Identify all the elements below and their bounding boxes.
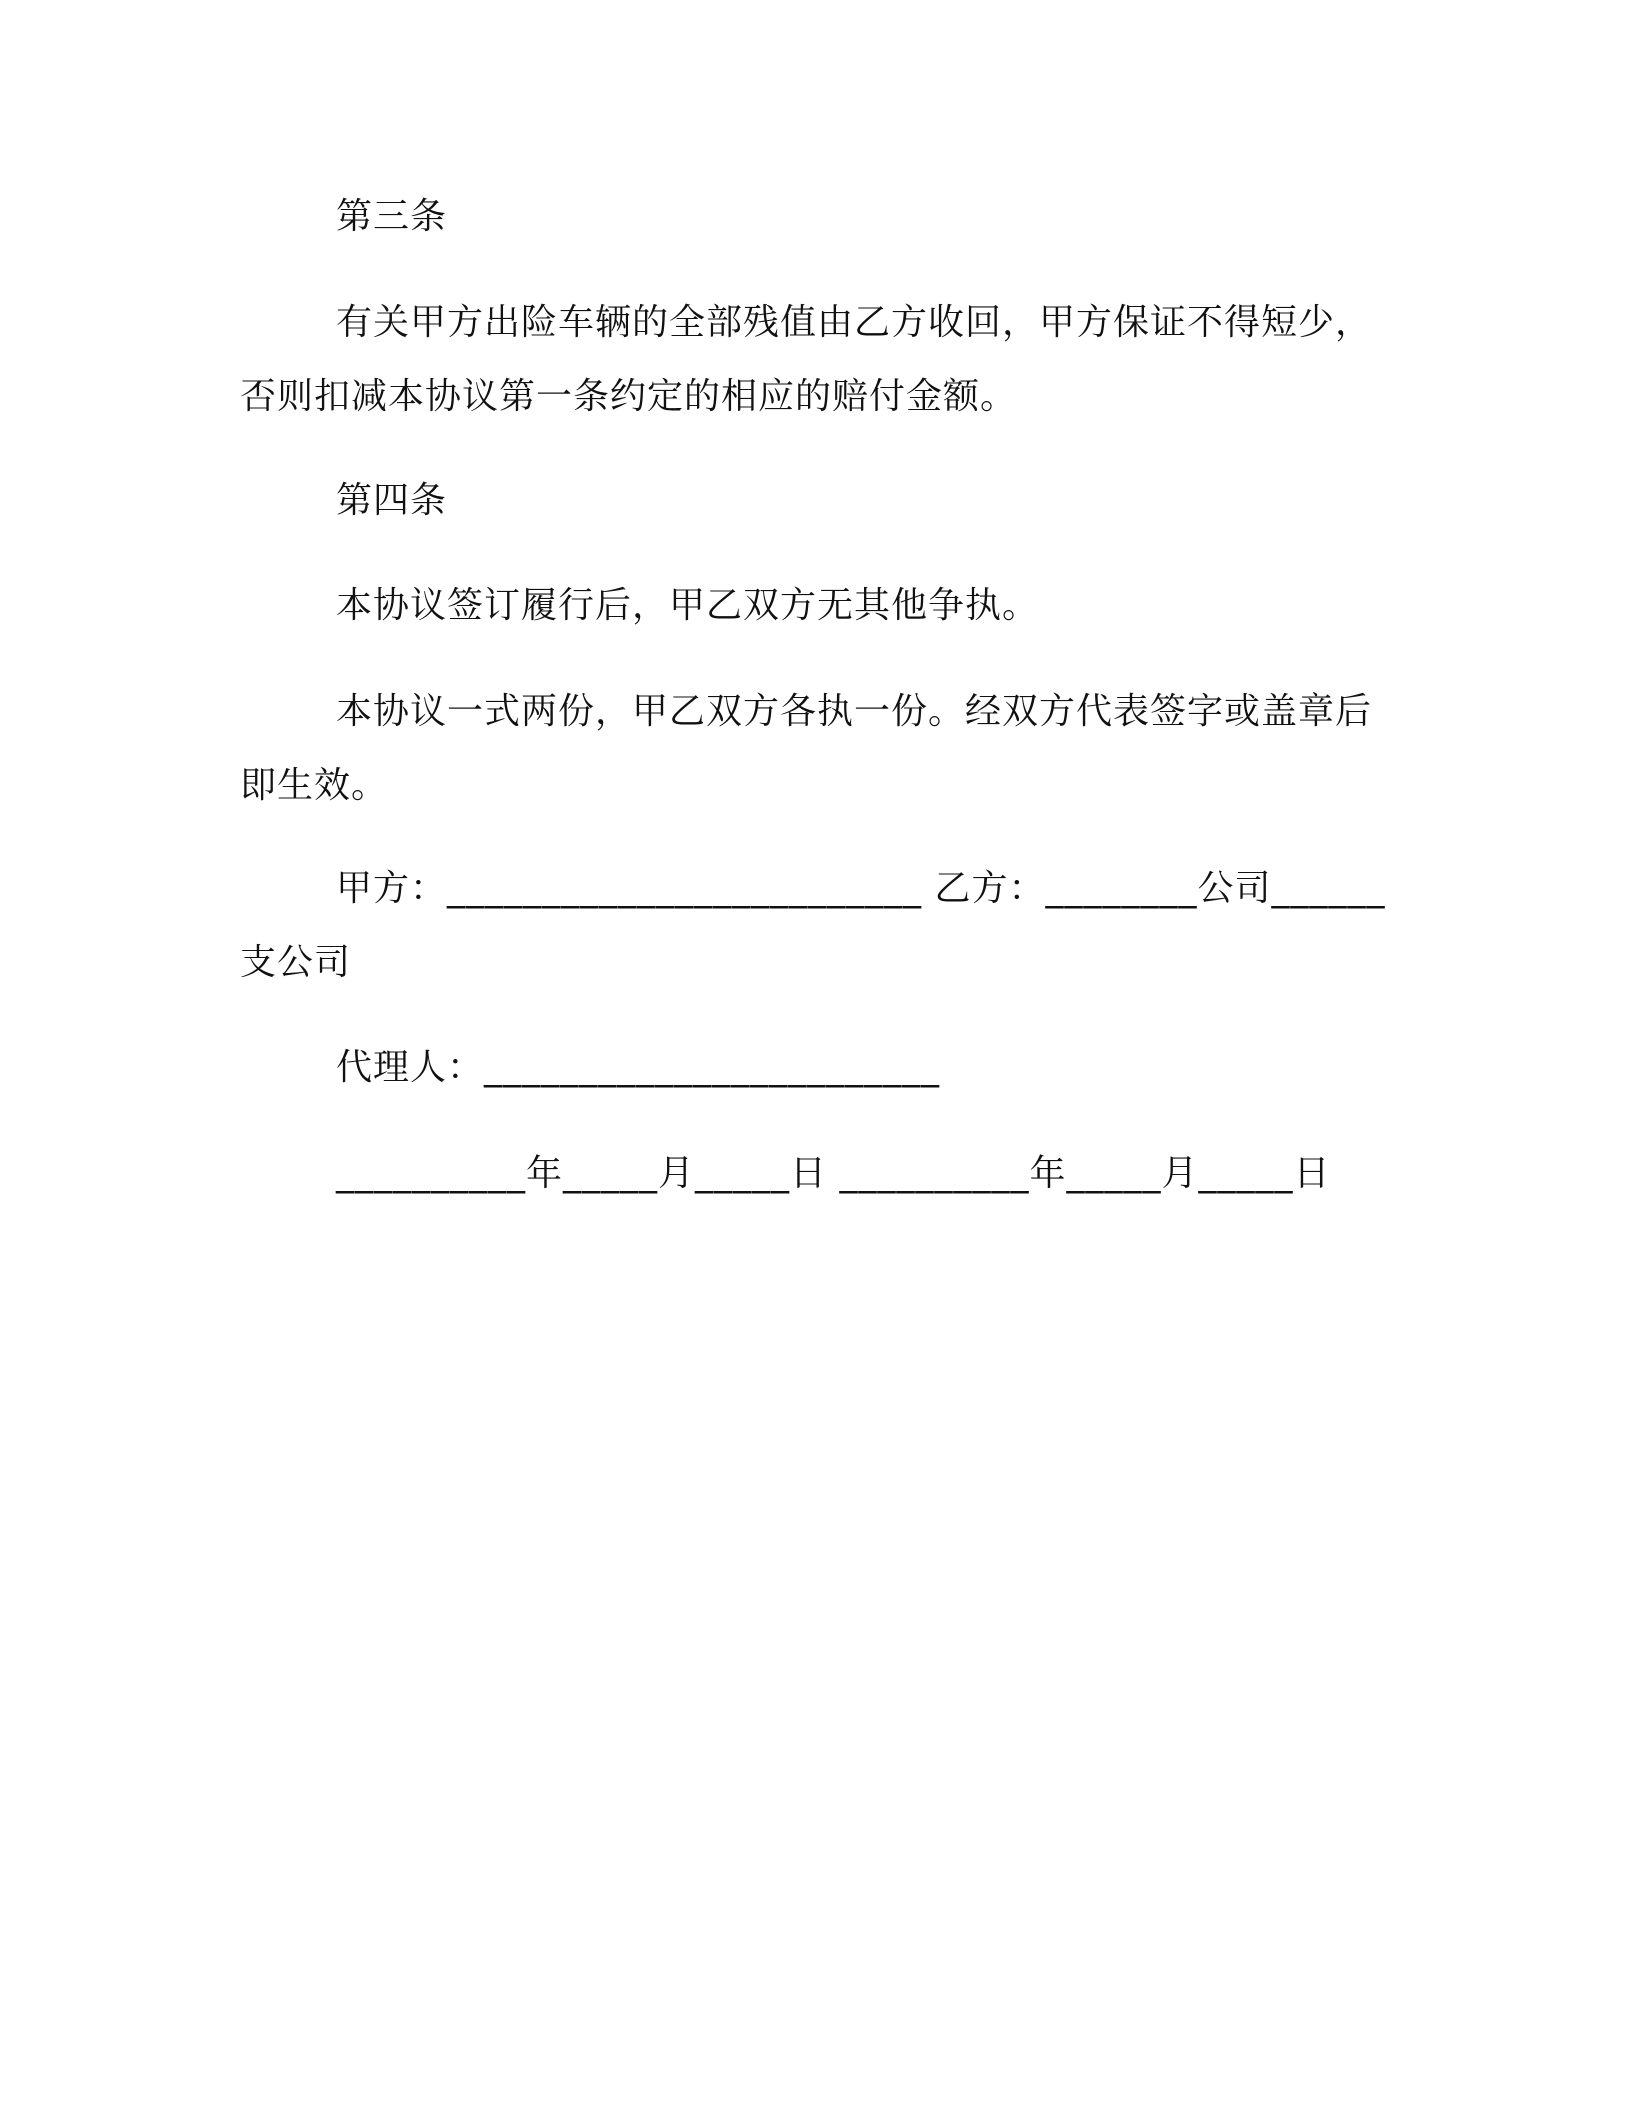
signature-parties-continuation: 支公司 <box>240 942 352 983</box>
article-four-text: 本协议签订履行后，甲乙双方无其他争执。 <box>336 585 1040 626</box>
article-four-heading: 第四条 <box>336 480 448 521</box>
article-three-text: 有关甲方出险车辆的全部残值由乙方收回，甲方保证不得短少，否则扣减本协议第一条约定的相应的赔付金额。 <box>240 302 1373 417</box>
copies-clause-text: 本协议一式两份，甲乙双方各执一份。经双方代表签字或盖章后即生效。 <box>240 691 1373 806</box>
article-three-heading: 第三条 <box>336 196 448 237</box>
agent-signature-line: 代理人：________________________ <box>336 1047 941 1088</box>
date-signature-line: __________年_____月_____日 __________年_____月_____日 <box>336 1153 1331 1194</box>
signature-parties-line: 甲方：_________________________ 乙方：________公司______ <box>336 868 1386 909</box>
